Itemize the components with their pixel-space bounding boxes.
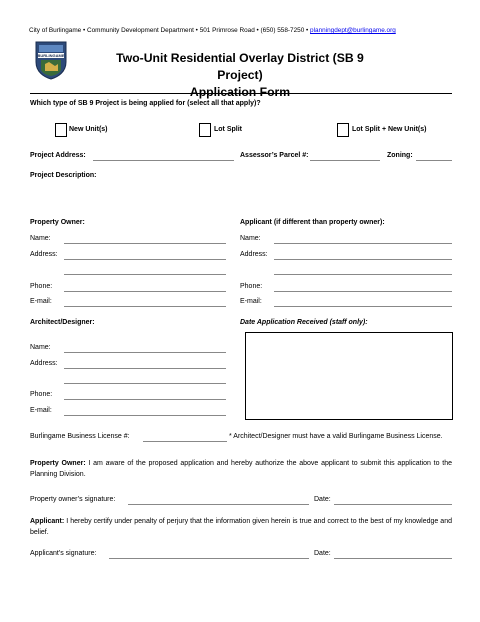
option-new-units-label: New Unit(s) xyxy=(69,126,108,133)
owner-email-label: E-mail: xyxy=(30,298,52,305)
header-contact-line xyxy=(29,27,396,34)
form-title-line1: Two-Unit Residential Overlay District (SB 9 Project) xyxy=(116,51,364,82)
applicant-statement-lead: Applicant: xyxy=(30,518,65,525)
owner-statement-lead: Property Owner: xyxy=(30,460,86,467)
project-address-field[interactable] xyxy=(93,160,234,161)
owner-name-field[interactable] xyxy=(64,243,226,244)
zoning-label: Zoning: xyxy=(387,152,413,159)
header-org-text: City of Burlingame • Community Development Department • 501 Primrose Road • (650) 558-7250 • xyxy=(29,27,311,34)
owner-signature-field[interactable] xyxy=(128,504,309,505)
checkbox-lot-split-new-units[interactable] xyxy=(337,123,349,137)
applicant-email-field[interactable] xyxy=(274,306,452,307)
business-license-note: * Architect/Designer must have a valid Burlingame Business License. xyxy=(229,433,443,440)
applicant-phone-label: Phone: xyxy=(240,283,263,290)
architect-name-field[interactable] xyxy=(64,352,226,353)
owner-signature-date-label: Date: xyxy=(314,496,331,503)
owner-signature-date-field[interactable] xyxy=(334,504,452,505)
option-lot-split-new-units-label: Lot Split + New Unit(s) xyxy=(352,126,427,133)
applicant-signature-label: Applicant’s signature: xyxy=(30,550,97,557)
project-description-label: Project Description: xyxy=(30,172,97,179)
parcel-number-label: Assessor’s Parcel #: xyxy=(240,152,309,159)
staff-date-received-heading: Date Application Received (staff only): xyxy=(240,319,368,326)
applicant-email-label: E-mail: xyxy=(240,298,262,305)
architect-email-field[interactable] xyxy=(64,415,226,416)
project-type-question: Which type of SB 9 Project is being applied for (select all that apply)? xyxy=(30,100,261,107)
owner-statement-text: I am aware of the proposed application and hereby authorize the above applicant to submit this application to the Planning Division. xyxy=(30,460,452,478)
business-license-field[interactable] xyxy=(143,441,227,442)
owner-phone-label: Phone: xyxy=(30,283,53,290)
owner-signature-label: Property owner’s signature: xyxy=(30,496,116,503)
applicant-address-field[interactable] xyxy=(274,259,452,260)
project-address-label: Project Address: xyxy=(30,152,86,159)
owner-address-field-2[interactable] xyxy=(64,274,226,275)
option-lot-split-label: Lot Split xyxy=(214,126,242,133)
applicant-phone-field[interactable] xyxy=(274,291,452,292)
owner-email-field[interactable] xyxy=(64,306,226,307)
parcel-number-field[interactable] xyxy=(310,160,380,161)
architect-address-field[interactable] xyxy=(64,368,226,369)
form-title-line2: Application Form xyxy=(189,85,291,99)
owner-address-field[interactable] xyxy=(64,259,226,260)
architect-phone-field[interactable] xyxy=(64,399,226,400)
checkbox-lot-split[interactable] xyxy=(199,123,211,137)
architect-email-label: E-mail: xyxy=(30,407,52,414)
zoning-field[interactable] xyxy=(416,160,452,161)
applicant-address-field-2[interactable] xyxy=(274,274,452,275)
property-owner-heading: Property Owner: xyxy=(30,219,85,226)
architect-address-field-2[interactable] xyxy=(64,383,226,384)
business-license-label: Burlingame Business License #: xyxy=(30,433,130,440)
owner-authorization-statement xyxy=(30,459,452,480)
applicant-signature-field[interactable] xyxy=(109,558,309,559)
architect-phone-label: Phone: xyxy=(30,391,53,398)
architect-name-label: Name: xyxy=(30,344,51,351)
applicant-heading: Applicant (if different than property owner): xyxy=(240,219,385,226)
applicant-certification-statement xyxy=(30,517,452,538)
owner-phone-field[interactable] xyxy=(64,291,226,292)
applicant-address-label: Address: xyxy=(240,251,268,258)
header-divider xyxy=(30,93,452,94)
header-email-link[interactable]: planningdept@burlingame.org xyxy=(310,27,396,34)
applicant-name-label: Name: xyxy=(240,235,261,242)
architect-address-label: Address: xyxy=(30,360,58,367)
checkbox-new-units[interactable] xyxy=(55,123,67,137)
applicant-signature-date-label: Date: xyxy=(314,550,331,557)
logo-wordmark: BURLINGAME xyxy=(37,53,65,58)
architect-heading: Architect/Designer: xyxy=(30,319,95,326)
applicant-name-field[interactable] xyxy=(274,243,452,244)
applicant-signature-date-field[interactable] xyxy=(334,558,452,559)
applicant-statement-text: I hereby certify under penalty of perjury that the information given herein is true and correct to the best of my knowledge and belief. xyxy=(30,518,452,536)
city-seal-logo xyxy=(33,40,69,80)
owner-name-label: Name: xyxy=(30,235,51,242)
owner-address-label: Address: xyxy=(30,251,58,258)
staff-date-received-box xyxy=(245,332,453,420)
